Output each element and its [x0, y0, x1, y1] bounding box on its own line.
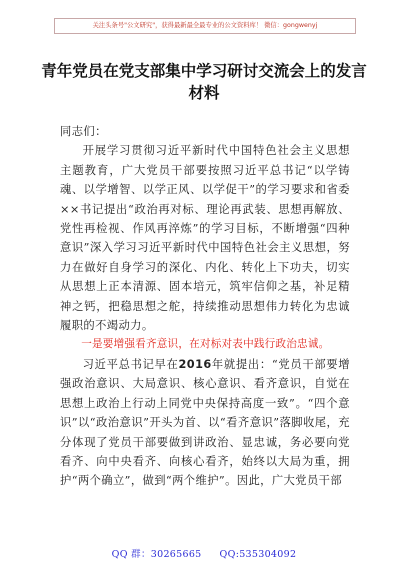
footer-qq-group: QQ 群：30265665: [111, 549, 202, 560]
document-title: 青年党员在党支部集中学习研讨交流会上的发言材料: [41, 62, 367, 102]
section-heading-1: 一是要增强看齐意识，在对标对表中践行政治忠诚。: [81, 338, 330, 351]
paragraph-2: [60, 355, 350, 491]
promo-banner: 关注头条号"公文研究"，获得最新最全最专业的公文资料库！ 微信：gongwenyj: [54, 18, 356, 34]
paragraph-2-prefix: 习近平总书记早在: [82, 357, 179, 371]
paragraph-2-rest: 年就提出：“党员干部要增强政治意识、大局意识、核心意识、看齐意识，自觉在思想上政治上行动上同党中央保持高度一致”。“四个意识”以“政治意识”开头为首、以“看齐意识”落脚收尾，充分体现了党员干部要做到讲政治、显忠诚，务必要向党看齐、向中央看齐、向核心看齐，始终以大局为重，拥护“两个确立”，做到“两个维护”。因此，广大党员干部: [60, 357, 350, 488]
footer-contact: [0, 546, 408, 560]
paragraph-2-year: 2016: [178, 357, 212, 371]
paragraph-1: 开展学习贯彻习近平新时代中国特色社会主义思想主题教育，广大党员干部要按照习近平总书记“以学铸魂、以学增智、以学正风、以学促干”的学习要求和省委××书记提出“政治再对标、理论再武装、思想再解放、党性再检视、作风再淬炼”的学习目标，不断增强“四种意识”深入学习习近平新时代中国特色社会主义思想，努力在做好自身学习的深化、内化、转化上下功夫，切实从思想上正本清源、固本培元，筑牢信仰之基，补足精神之钙，把稳思想之舵，持续推动思想伟力转化为忠诚履职的不竭动力。: [60, 144, 350, 333]
salutation: 同志们：: [60, 125, 107, 138]
document-body: [60, 122, 350, 491]
footer-qq: QQ:535304092: [219, 549, 297, 560]
